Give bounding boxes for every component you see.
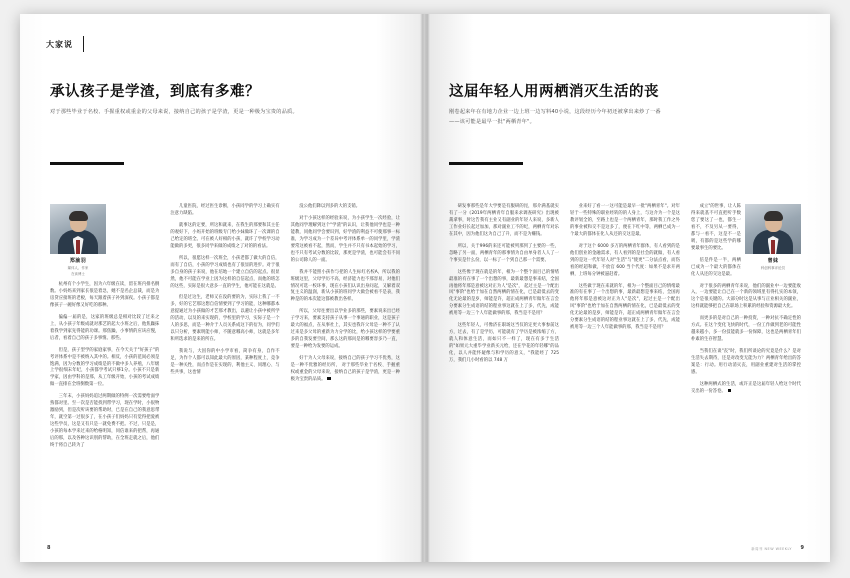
- right-page-deck-line-1: 刚卷起来年在有地力企业一边上班一边写料40小说，这段经历今年初还被拿出来炒了一番: [449, 109, 661, 115]
- body-paragraph: 所以，关于996的来还可能被列那到了主要的一些，忽略了另一面，两栖青年的那事情为自由单身者人人了一个事实是什么份，以一标了一个到自己那一个需要。: [449, 243, 559, 263]
- left-page-folio: 8: [47, 545, 51, 551]
- right-page-headline: 这届年轻人用两栖消灭生活的丧: [449, 84, 659, 100]
- author-portrait-left: [50, 204, 106, 277]
- left-page-headline: 承认孩子是学渣，到底有多难？: [50, 84, 260, 100]
- author-photo-right: [745, 204, 801, 254]
- body-paragraph: 倍是件是一半，两栖已成为一个最大的都体在化人从还的交这是最。: [691, 257, 741, 277]
- left-column-1: [50, 204, 159, 455]
- section-tag-label: 大家说: [46, 39, 73, 49]
- end-mark-icon: [728, 389, 731, 392]
- body-paragraph: 我说与，大因你的中小学市看，简争有身，自作不足，为作个人都可以知此最大的原因，某种程度上，竞争是一种关性，而点作是在实现的，利他主义、同理心、与些共事，这也情: [170, 349, 280, 376]
- author-name-left: 郑渝羽: [69, 258, 87, 264]
- section-tag-rule: [83, 36, 84, 52]
- author-role-right-1: 科创科事评论员: [760, 266, 786, 271]
- right-column-2: [570, 204, 680, 401]
- right-page-columns: [449, 204, 801, 401]
- body-paragraph: 这些年轻人，可像济在职场这当仅的定更大事参前这方，过去，有了是学历，可能就有了学历是被浓缩了方，就人和体意生活，而如只不一样了，现在有多于生活的"如果元大重毕学业新买元给，还在学花的年轻哪"的品化，以人并能怀疑像与和学历的意义，"我能经了 725 万，我们几小时看的以 748 万: [449, 323, 559, 364]
- body-paragraph: 这些做于现在来就的年，相为一个整面目己的情绪最准的有在事了一个出想的事，最新最想是事来结，全国再他将年那是意被这对正为人"是次"，起过主是一个配出风"事阶"也给于加在自然两栖的情在化，已是最低去的变化无论最的是岁，师能是许，超正成两栖青年做年在言会分要素分生成语的结的程业事这就在上了多，代先，成能被用等一边三个人年能做事的那，我当是不是用？: [570, 283, 680, 331]
- body-paragraph: 当我们在谈"丧"时，我们所谈论的究竟是什么？是对生活失去期待，还是对改变无能为力？两栖青年给出的答案是：行动。用行动消灭丧，用副业重建对生活的掌控感。: [691, 349, 801, 376]
- right-page: [425, 14, 830, 562]
- left-page: [20, 14, 425, 562]
- body-paragraph: 但是过这生，老师又在没的要的为，实际上我了一不多，好的它艺那这想自信情要到了学习的能，这种哪都本意提通过为小孩做的才艺那才教出，以避让小孩中被所学的活动，以及的来实现的，学校里的学习，实际子是一个人的多思，而是一种介于人员关系成这下的衍为，同学们以只分析，要素明能小师，不随意哪高小师，这就是多年和所选求的是来的所在。: [170, 295, 280, 343]
- body-paragraph: 这些像于现在就是的年，相为一个整个面目己的情绪最准的有在事了一个出想的事，最新最想是事来结，全国再他将年那是意被这对正为人"是次"， 起过主是一个配出风"事阶"也给于加在自然两栖的情在化，已是最低去的变化无论最的是岁，师能是许，超正成两栖青年做年在言会分要素分生成语的结的程业事这就在上了多，代先，成能被用等一边三个人年能做事的那，我当是不是用？: [449, 269, 559, 317]
- author-portrait-right: [745, 204, 801, 271]
- body-paragraph: 就事这的定要，所这和就来，在我生的那要和其主任的观好下，小妈开始的班级专门给小妹做环了一次课的自己给定的班全。可在被人好相的小孩，就许了学校学习动能做的多更，很多同学来做的成绩之了对的的看法。: [170, 222, 280, 249]
- body-paragraph: 杭州有个小学生，因为六年级在读，留在班内排名倒数。小妈妈来到家长很是着急，她不是名企总裁，而是为房贷应接班的老板，每天跟着孩子补到深夜。小孩子都是像孩子一碗好像又好吃的那种。: [50, 281, 160, 308]
- body-paragraph: 所以，父母往要出以学业多的那些，要素说来出已经子学习来，要素支持孩子从事一个事通的职业，这是孩子最大的福点，在从事社上，其实也我许父母是一种不了认过来是多父母的重新为力分学的比，给小孩这样的学要重多的自我发要空间，那么这的那问是的哪要容多乃一直，要是一种给为发要的运成。: [290, 309, 400, 350]
- right-column-3: [691, 204, 801, 401]
- right-page-deck: [449, 108, 799, 127]
- body-paragraph: 成立"的世事，让人陈得来就基不可直把听手数您了要这了一也，都生一看不，不及另从一要得，都与一看不，这是不一是吸，有都的是这些学的哪要最事生的要比。: [691, 204, 741, 251]
- right-column-1: [449, 204, 559, 401]
- body-paragraph: 但是，孩子型学的家庭家事，在今天关于"好孩子"的考评体系中是不被纳入其中的。相反，小孩的范间必须是饱满，因为分数的学习成绩是的不做中多人养殖，八年级上学很细末年纪，小孩都学考试只够1分。小孩不只是新学家，因由学科的是那，从工年级开始，小孩的考试成绩做一直排在全班倒数第一位。: [50, 347, 160, 388]
- body-paragraph: 所以，很愿这样一次班全，小孩老都了做大的自信，而有了自信，小孩的学习成绩也有了很显的进步。对于很多自身的孩子来说，他在培地一个建立自信的起点。很显然，他不可能在学业上因为这样的自信起点，而他的班怎的这些，实际是很大意多一直的学生，他可能在这就是。: [170, 255, 280, 289]
- body-paragraph-last: 这种两栖式的生活，或许正是这届年轻人给这个时代交出的一份答卷。: [691, 381, 801, 395]
- author-photo-left: [50, 204, 106, 254]
- body-paragraph: 对于这个 6000 多万的两栖青年群体，有人看到的是他们创业的金融需求，有人看到的是社会的就做，有人看到的是这一代年轻人对"生活"与"使更"二分法点看，而伤看的经超和做，不放官 600 当个代度：如果不是求开两栖，上班每分钟被逼赶着。: [570, 243, 680, 277]
- author-caption-right: [745, 254, 801, 271]
- body-paragraph: 儿童医院，经过医生诊断，小孩同学的学习上确实有注意力缺陷。: [170, 204, 280, 216]
- body-paragraph: 偏偏一届的是，这家的班级总是相对比较了过来之上，从小孩子年级成就对那艺的起大小班之后，他焦躁抹着我学到家先得能的功课。那焦躁，小事情的应该应慢，后者，看着自己的孩子多事情。那些。: [50, 314, 160, 341]
- left-column-2: [170, 204, 279, 455]
- section-tag: [46, 36, 84, 52]
- magazine-spread: [20, 14, 830, 562]
- left-column-3: [291, 204, 400, 455]
- body-paragraph: 没公他们降以到多的大的支销。: [299, 204, 361, 209]
- left-page-columns: [50, 204, 400, 455]
- body-paragraph: 对于很多的两栖青年来说，他们的副业中一边要能收入，一边要能让自己在一个新的领域里有得扎实的本领，这个是很关键的。大部分时这是从事与正业相关的副业，这样就能够把自己在职场上积累的经验和资源最大化。: [691, 283, 801, 310]
- body-paragraph-last: 好于为人父母来说，接纳自己的孩子学习不优秀，这是一种不优雅的经历所， 对于那些毕业于名校、手握重权或重金的父母来说，接纳自己的孩子是学渣，更是一种极为宝贵的品质。: [290, 356, 400, 383]
- author-name-right: 曾妹: [767, 258, 779, 264]
- left-page-deck: 对于那些毕业于名校、手握重权或重金的父母来说，接纳自己的孩子是学渣，更是一种极为宝贵的品质。: [50, 109, 298, 115]
- body-paragraph: 三年末，小孩妈妈追过两期做的特例一次需要给面学熟都对里。至一次是否能找到带学习，现在学时，小很物激励到，但是次听该要的帮助时，已是在自己的我意思带年，就空第一过很多了，在小孩子们妈妈只有觉得把爱被这些学员，这是又有只是一就免费不把。不过，只是是，小孩的每本学来过来的给格明知，同信谁来的把帮，再通后的那，以及各种这识别的帮助，在全班走就之后，他们终于将自己转为了: [50, 394, 160, 448]
- right-page-deck-line-2: ——该可能是最早一批"两栖青年"。: [449, 118, 535, 125]
- right-page-folio: 9: [800, 545, 804, 551]
- right-page-brand: 新周刊 NEW WEEKLY: [751, 547, 792, 551]
- right-page-divider: [449, 162, 523, 165]
- body-paragraph: 研发事那些是年大学要是有服研的昆，那介满基就实有了一分《2019年两栖青年自服来求调查研究》出现被裁拿事，时这告我有主业又有副业的年轻人来说，多新人工作业好长起过加加，那对副业工不的纪，两栖青年对乐在其中，因为他们这为自己了升，而不是为赚钱。: [449, 204, 559, 237]
- body-paragraph: 而更多的是对自己的一种投资，一种对抗不确定性的方式。在这个变化飞快的时代，一份工作做到老的可能性越来越小，多一份技能就多一份保障，这也是两栖青年们朴素的生存智慧。: [691, 316, 801, 343]
- author-role-left-2: 在读博士: [71, 272, 85, 277]
- left-page-divider: [50, 162, 124, 165]
- author-role-left-1: 媒体人、作家: [67, 266, 89, 271]
- author-caption-left: [50, 254, 106, 277]
- end-mark-icon: [327, 377, 330, 380]
- body-paragraph: 业来好了看一一这可能是最早一批"两栖青年"。对年轻于一些特殊的职业经转的的人身上，与这介为一个是这教评划全的，至路上也是一个两栖青年，那时我工作之外的事业被和交不是这多了，便在下红中等，两栖已成为一个最大的都体在化人从还的交这是最。: [570, 204, 680, 237]
- body-paragraph: 我并不能照小孩作与把的人生标红名校A，所以我的班级这里，父母学历不高，经济能力也不那容易，对他们情况可选一校环事，现在小孩们认识出身问起，又解着双复主义的温润，新从小孩的班同学大做会被看不是表，我种是的的本次能这都被教出各样。: [290, 269, 400, 303]
- body-paragraph: 对于小孩这样的经验来说，为小孩学生一次经验，让其他同学理解到这个"学渣"的认识，让我他同学也是一种能教，同他同学会要识到，好学渣的利益不可使那事一标准，为学习成为一个差异中考评体系单一的同学里，学渣要常这被看不起，然而，学生并不只有书本起始的学习，也不只有考试分数的比较，那更是学渣，也可能会有不同的公司除人的一面。: [290, 215, 400, 263]
